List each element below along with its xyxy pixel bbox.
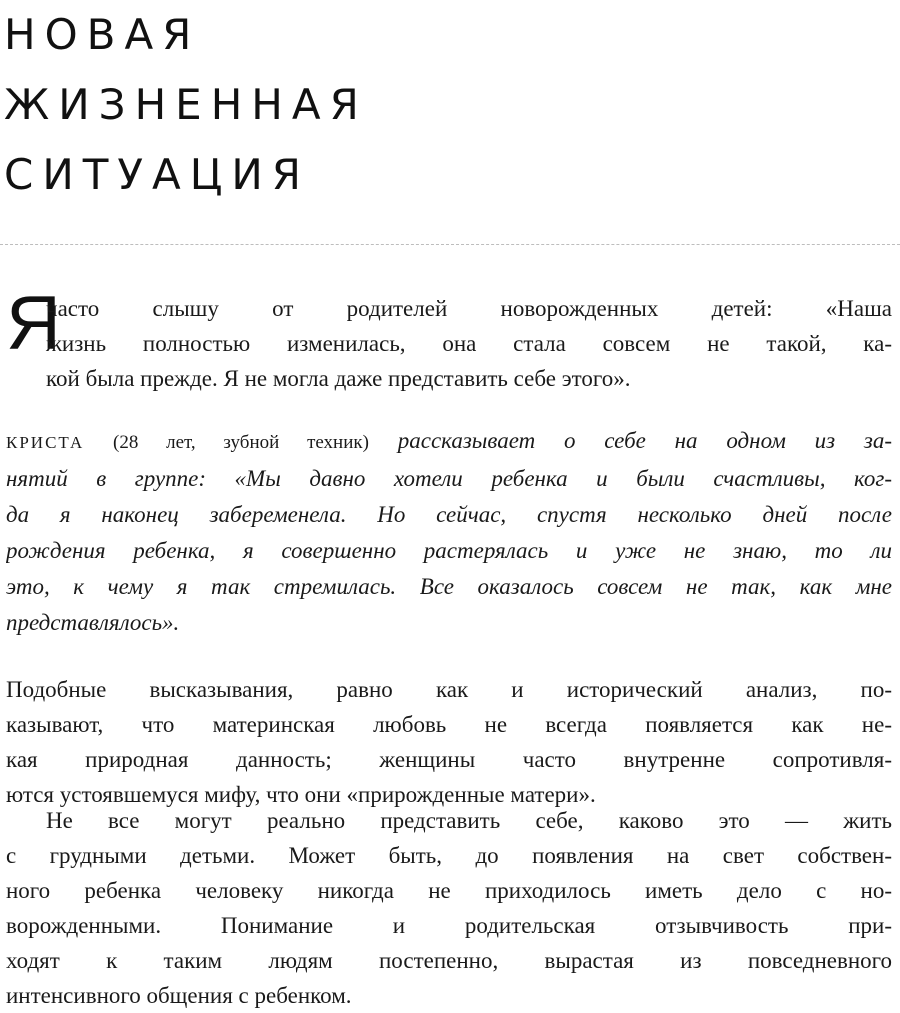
chapter-title-line-2: ЖИЗНЕННАЯ — [4, 80, 368, 129]
quote-line-6: представлялось». — [6, 610, 180, 635]
intro-line-3: кой была прежде. Я не могла даже представить себе этого». — [46, 366, 631, 391]
para2-line-1: Подобные высказывания, равно как и исторический анализ, по- — [6, 677, 892, 702]
body-paragraph-3 — [6, 803, 892, 1013]
quote-paragraph — [6, 423, 892, 641]
para3-line-2: с грудными детьми. Может быть, до появления на свет собствен- — [6, 843, 892, 868]
chapter-title — [4, 0, 368, 210]
chapter-title-line-1: НОВАЯ — [4, 10, 201, 59]
intro-paragraph — [6, 291, 892, 396]
quote-line-2: нятий в группе: «Мы давно хотели ребенка и были счастливы, ког- — [6, 466, 892, 491]
intro-line-1: часто слышу от родителей новорожденных детей: «Наша — [46, 296, 892, 321]
para3-line-3: ного ребенка человеку никогда не приходилось иметь дело с но- — [6, 878, 892, 903]
quote-line-5: это, к чему я так стремилась. Все оказалось совсем не так, как мне — [6, 574, 892, 599]
chapter-title-line-3: СИТУАЦИЯ — [4, 150, 310, 199]
quote-speaker-meta: (28 лет, зубной техник) — [113, 432, 369, 453]
para3-line-6: интенсивного общения с ребенком. — [6, 983, 352, 1008]
body-paragraph-2 — [6, 672, 892, 812]
para3-line-1: Не все могут реально представить себе, каково это — жить — [46, 808, 892, 833]
quote-line-3: да я наконец забеременела. Но сейчас, спустя несколько дней после — [6, 502, 892, 527]
quote-line-1-rest: рассказывает о себе на одном из за- — [397, 428, 892, 453]
quote-speaker: КРИСТА — [6, 433, 85, 452]
para3-line-5: ходят к таким людям постепенно, вырастая из повседневного — [6, 948, 892, 973]
para3-line-4: ворожденными. Понимание и родительская отзывчивость при- — [6, 913, 892, 938]
para2-line-4: ются устоявшемуся мифу, что они «прирожденные матери». — [6, 782, 596, 807]
intro-line-2: жизнь полностью изменилась, она стала совсем не такой, ка- — [46, 331, 892, 356]
para2-line-2: казывают, что материнская любовь не всегда появляется как не- — [6, 712, 892, 737]
drop-cap: Я — [6, 281, 61, 366]
title-divider — [0, 244, 900, 245]
quote-line-1 — [6, 423, 892, 461]
para2-line-3: кая природная данность; женщины часто внутренне сопротивля- — [6, 747, 892, 772]
quote-line-4: рождения ребенка, я совершенно растерялась и уже не знаю, то ли — [6, 538, 892, 563]
